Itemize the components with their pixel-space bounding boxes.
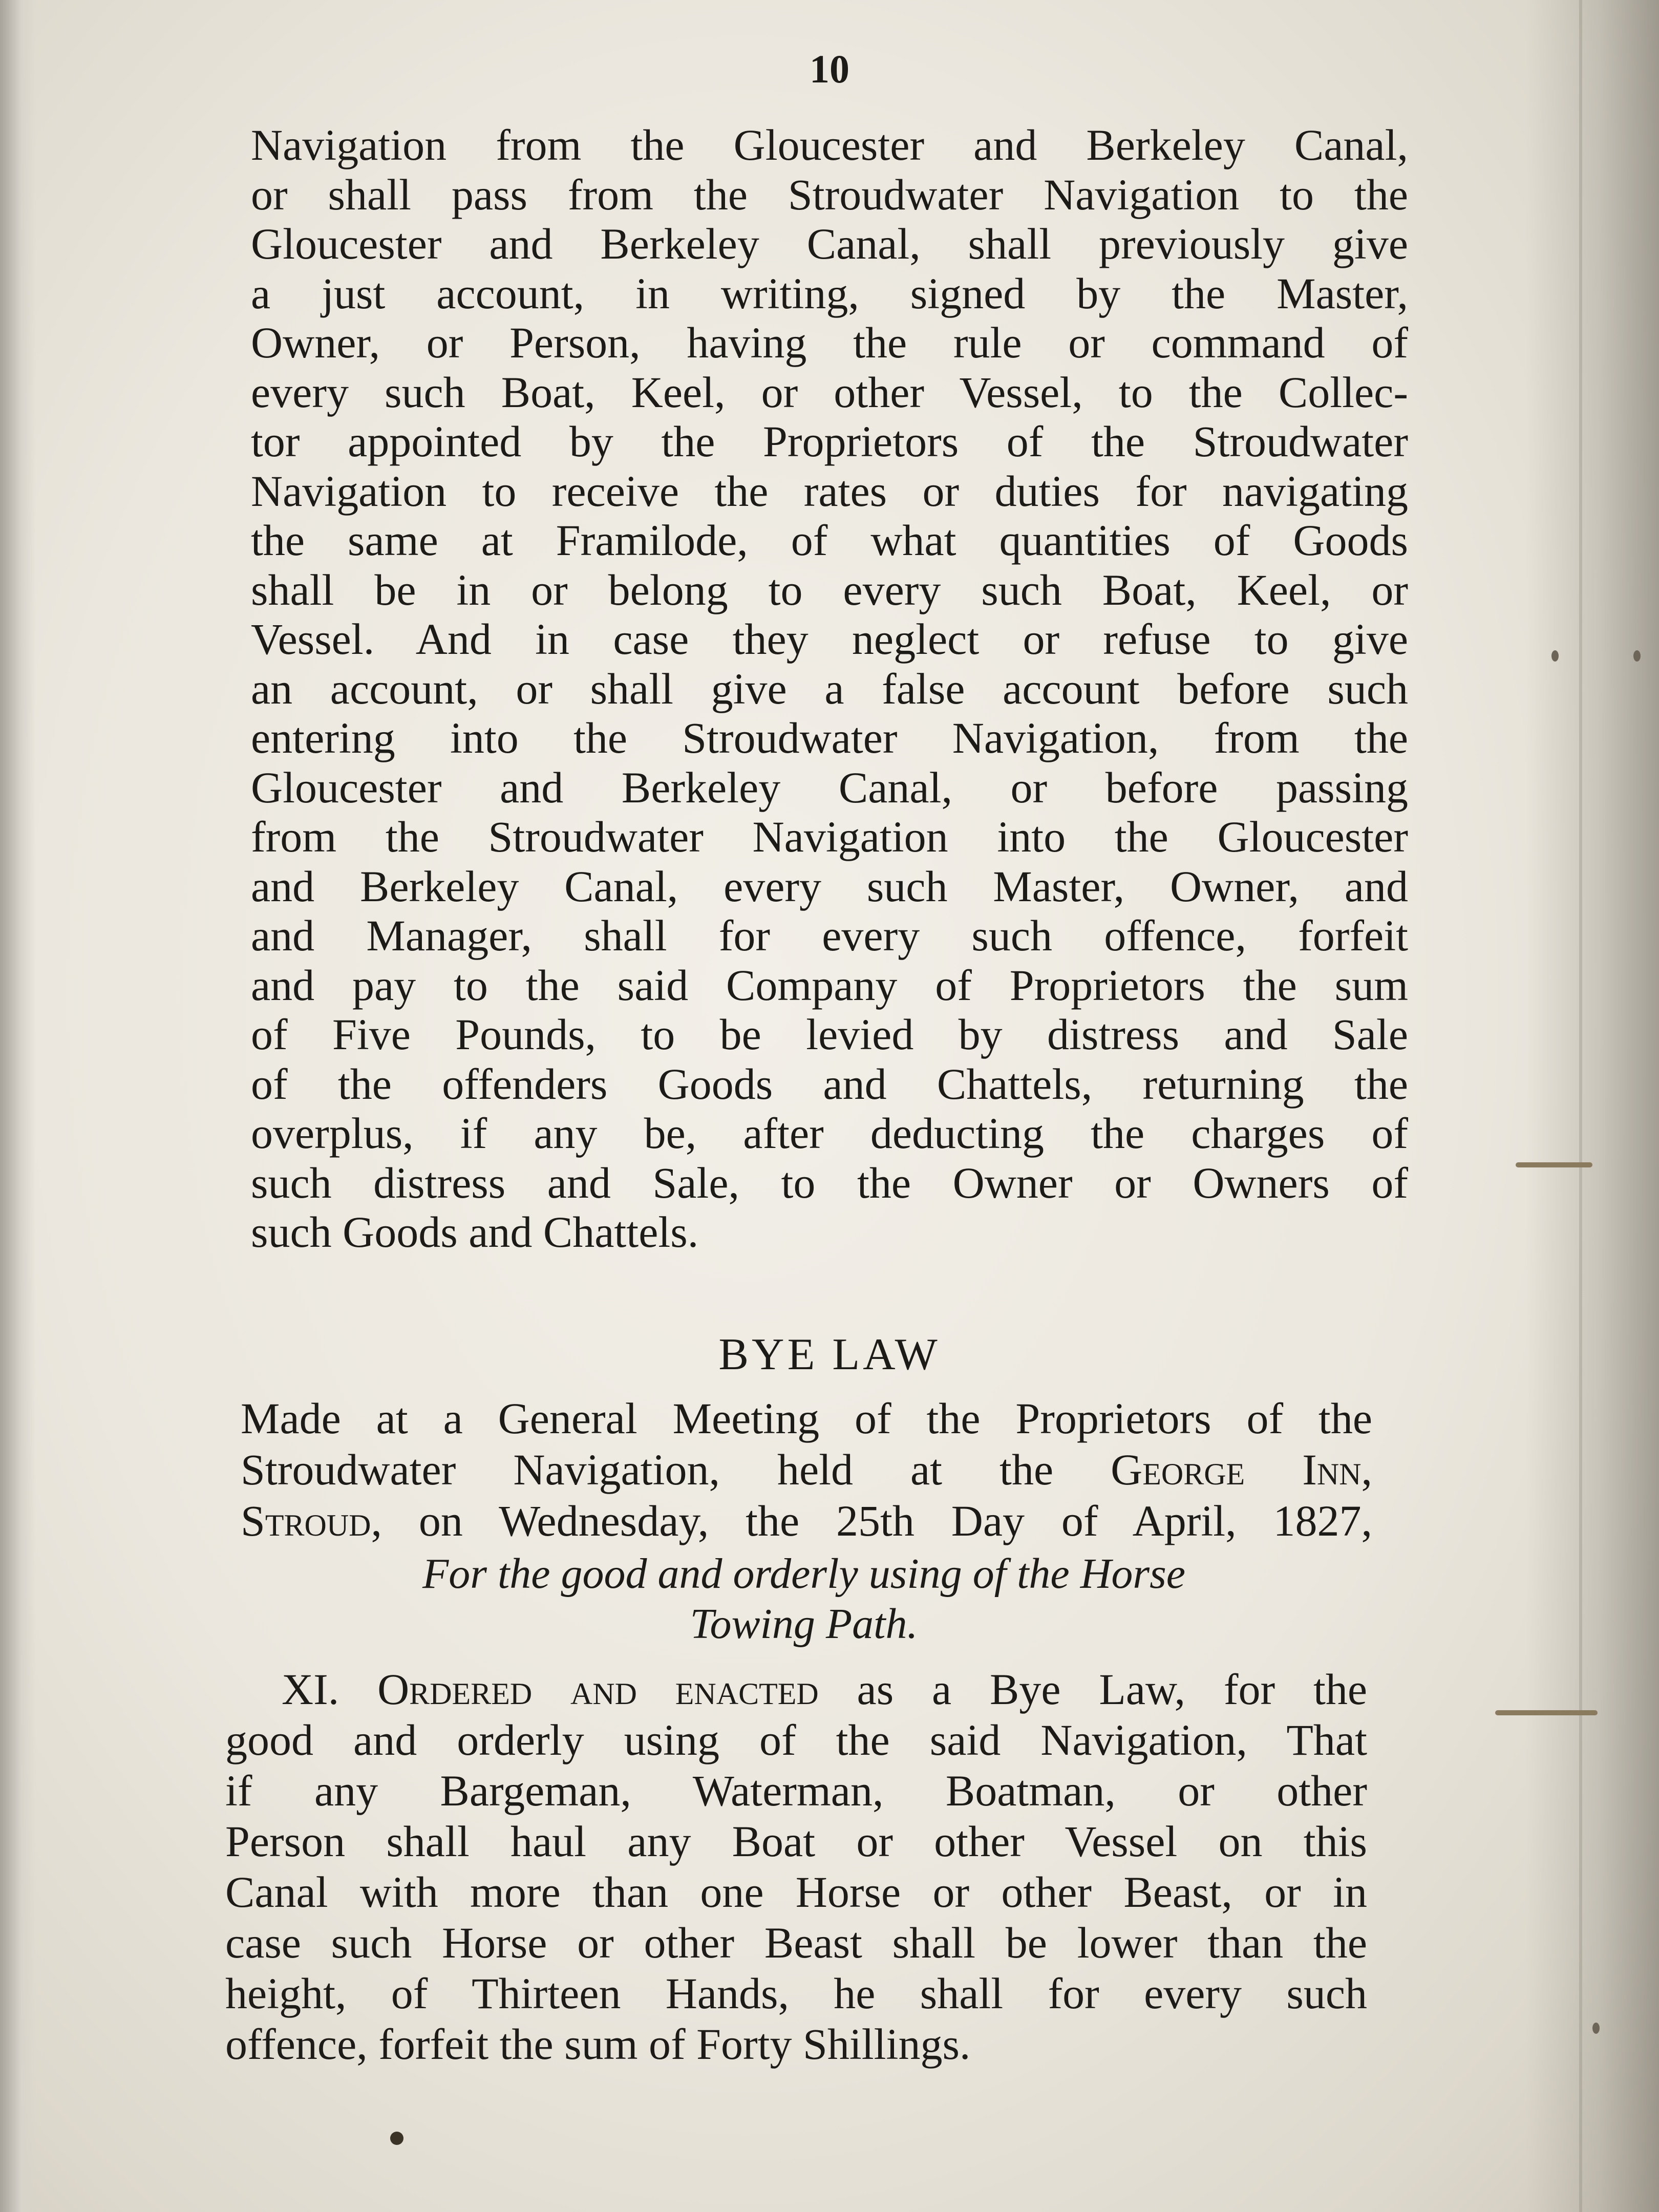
page-number: 10: [810, 47, 849, 91]
para1-line: and Berkeley Canal, every such Master, Owner, and: [251, 861, 1408, 911]
binding-hole: [1551, 650, 1559, 662]
para2-line-1: [225, 1664, 1367, 1715]
para2-line: if any Bargeman, Waterman, Boatman, or other: [225, 1766, 1367, 1815]
para1-line: and pay to the said Company of Proprietors the sum: [251, 960, 1408, 1010]
para2-line-1-text: as a Bye Law, for the: [818, 1665, 1368, 1714]
para1-line: and Manager, shall for every such offence, forfeit: [251, 911, 1408, 960]
body-paragraph-2: [225, 1664, 1367, 2070]
george-inn-text: George Inn,: [1111, 1445, 1373, 1494]
para1-line: such Goods and Chattels.: [251, 1207, 699, 1257]
italic-subtitle-line-1: For the good and orderly using of the Horse: [422, 1550, 1186, 1598]
binding-stitch: [1516, 1162, 1592, 1167]
meeting-line-2-text: Stroudwater Navigation, held at the: [241, 1445, 1111, 1494]
binding-hole: [1633, 650, 1641, 662]
section-heading: BYE LAW: [718, 1330, 941, 1379]
para1-line: Vessel. And in case they neglect or refuse to give: [251, 614, 1408, 664]
binding-fold: [1579, 0, 1582, 2212]
para1-line: Gloucester and Berkeley Canal, shall previously give: [251, 219, 1408, 268]
stroud-text: Stroud,: [241, 1496, 382, 1545]
meeting-line-3: [241, 1495, 1372, 1546]
para1-line: of the offenders Goods and Chattels, returning the: [251, 1059, 1408, 1109]
meeting-line-1: Made at a General Meeting of the Proprietors of the: [241, 1394, 1372, 1443]
ink-dot: [390, 2132, 403, 2145]
meeting-line-2: [241, 1444, 1372, 1495]
para1-line: such distress and Sale, to the Owner or Owners of: [251, 1158, 1408, 1207]
para2-line: good and orderly using of the said Navigation, That: [225, 1715, 1367, 1764]
para1-line: Gloucester and Berkeley Canal, or before passing: [251, 762, 1408, 812]
para1-line: every such Boat, Keel, or other Vessel, to the Collec-: [251, 367, 1408, 417]
para1-line: from the Stroudwater Navigation into the Gloucester: [251, 812, 1408, 861]
para1-line: entering into the Stroudwater Navigation, from the: [251, 713, 1408, 762]
body-paragraph-1: [251, 120, 1408, 1257]
binding-shadow: [1526, 0, 1659, 2212]
para2-line: case such Horse or other Beast shall be lower than the: [225, 1918, 1367, 1967]
para1-line: the same at Framilode, of what quantities of Goods: [251, 516, 1408, 565]
para2-line: Person shall haul any Boat or other Vessel on this: [225, 1817, 1367, 1866]
para1-line: Navigation from the Gloucester and Berkeley Canal,: [251, 120, 1408, 169]
italic-subtitle: [225, 1549, 1382, 1649]
binding-hole: [1592, 2023, 1600, 2034]
binding-stitch: [1495, 1710, 1598, 1715]
para1-line: shall be in or belong to every such Boat, Keel, or: [251, 565, 1408, 614]
para1-line: Navigation to receive the rates or duties for navigating: [251, 466, 1408, 516]
article-numeral: XI.: [282, 1665, 378, 1714]
para1-line: or shall pass from the Stroudwater Navigation to the: [251, 169, 1408, 219]
para1-line: of Five Pounds, to be levied by distress and Sale: [251, 1010, 1408, 1059]
para1-line: overplus, if any be, after deducting the charges of: [251, 1109, 1408, 1158]
italic-subtitle-line-2: Towing Path.: [690, 1600, 918, 1648]
left-page-edge: [0, 0, 36, 2212]
para2-line: Canal with more than one Horse or other Beast, or in: [225, 1867, 1367, 1917]
meeting-line-3-text: on Wednesday, the 25th Day of April, 1827,: [382, 1496, 1372, 1545]
para1-line: a just account, in writing, signed by the Master,: [251, 268, 1408, 318]
para1-line: an account, or shall give a false account before such: [251, 664, 1408, 713]
ordered-enacted-text: Ordered and enacted: [377, 1665, 819, 1714]
para1-line: tor appointed by the Proprietors of the Stroudwater: [251, 417, 1408, 466]
para2-line: height, of Thirteen Hands, he shall for every such: [225, 1969, 1367, 2018]
para1-line: Owner, or Person, having the rule or command of: [251, 318, 1408, 367]
para2-line: offence, forfeit the sum of Forty Shillings.: [225, 2019, 971, 2069]
meeting-statement: [241, 1393, 1372, 1546]
